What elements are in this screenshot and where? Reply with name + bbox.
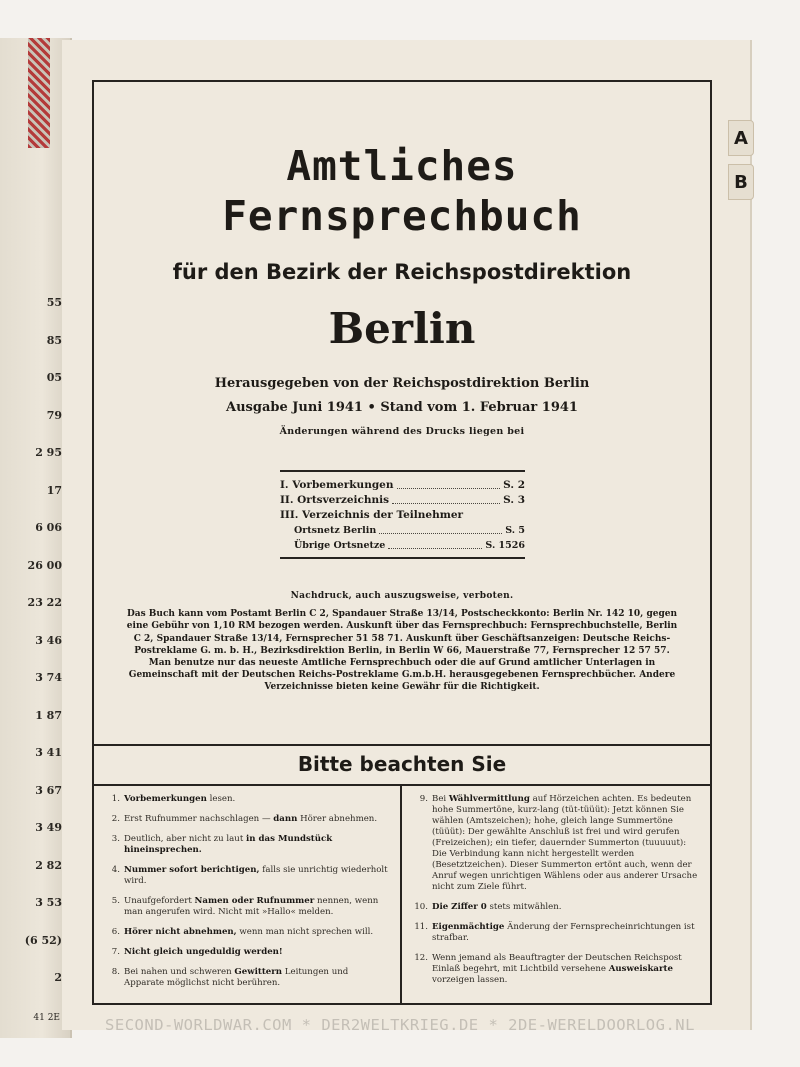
- title-line-1: Amtliches: [286, 142, 518, 190]
- left-page-number: 23 22: [27, 596, 62, 609]
- left-page-number: 2 95: [35, 446, 62, 459]
- left-page-number: 3 74: [35, 671, 62, 684]
- notice-item-number: 8.: [111, 967, 120, 977]
- city-title: Berlin: [328, 304, 476, 353]
- notice-item-emphasis: Nicht gleich ungeduldig werden!: [124, 947, 283, 957]
- toc-entry: [280, 493, 525, 508]
- notice-item-emphasis: Vorbemerkungen: [124, 794, 207, 804]
- notice-item-number: 6.: [111, 927, 120, 937]
- notice-item-number: 9.: [419, 794, 428, 804]
- left-page-number: 05: [46, 371, 62, 384]
- notice-item-pre: Deutlich, aber nicht zu laut: [124, 834, 247, 844]
- notice-item-number: 5.: [111, 896, 120, 906]
- notice-item-number: 7.: [111, 947, 120, 957]
- section-divider: [94, 744, 710, 746]
- subtitle: für den Bezirk der Reichspostdirektion: [172, 260, 632, 284]
- notice-item-emphasis: Namen oder Rufnummer: [194, 896, 315, 906]
- notice-item-text: [124, 814, 377, 825]
- notice-item: [104, 947, 390, 958]
- notice-item-number: 10.: [414, 902, 428, 912]
- notice-item-pre: Bei: [432, 794, 449, 804]
- left-page-number: 85: [46, 333, 62, 347]
- notice-item-rest: Leitungen und Apparate möglichst nicht berühren.: [124, 967, 349, 988]
- notice-item: [104, 834, 390, 856]
- notice-item-emphasis: Die Ziffer 0: [432, 902, 487, 912]
- notice-item-number: 3.: [111, 834, 120, 844]
- toc-label: Übrige Ortsnetze: [294, 540, 386, 551]
- title-line-2: Fernsprechbuch: [222, 192, 582, 240]
- toc-page: S. 3: [503, 494, 525, 506]
- notice-item-text: [432, 922, 700, 944]
- notice-item: [104, 865, 390, 887]
- notice-item: [412, 953, 700, 986]
- notice-item-emphasis: in das Mundstück hineinsprechen.: [124, 834, 333, 855]
- legal-notice: [124, 590, 680, 694]
- index-tab-a[interactable]: A: [728, 120, 754, 156]
- left-page-number: 3 46: [35, 633, 62, 647]
- notice-item-pre: Wenn jemand als Beauftragter der Deutschen Reichspost Einlaß begehrt, mit Lichtbild versehene: [432, 953, 682, 974]
- toc-leader-dots: [466, 508, 522, 519]
- notice-item-number: 11.: [414, 922, 428, 932]
- notice-item: [412, 902, 700, 913]
- notice-item-emphasis: Gewittern: [234, 967, 283, 977]
- reprint-notice: Nachdruck, auch auszugsweise, verboten.: [290, 591, 514, 601]
- title-section: [94, 82, 710, 742]
- left-page-number: 3 53: [35, 896, 62, 909]
- notice-item-rest: falls sie unrichtig wiederholt wird.: [124, 865, 388, 886]
- notice-item-emphasis: Eigenmächtige: [432, 922, 505, 932]
- notice-item-pre: Unaufgefordert: [124, 896, 195, 906]
- left-page-number: (6 52): [24, 933, 62, 947]
- left-page-number: 3 67: [35, 783, 62, 797]
- notice-item-emphasis: Wählvermittlung: [448, 794, 530, 804]
- notice-item-emphasis: Ausweiskarte: [608, 964, 673, 974]
- notice-item-text: [124, 967, 390, 989]
- notice-item-text: [124, 947, 283, 958]
- notice-item-text: [124, 896, 390, 918]
- notice-title: Bitte beachten Sie: [297, 752, 507, 776]
- notice-item: [104, 896, 390, 918]
- notice-item-text: [124, 794, 235, 805]
- notice-item: [104, 967, 390, 989]
- notice-box: [94, 784, 710, 1003]
- notice-item: [412, 922, 700, 944]
- left-page-number: 3 49: [35, 821, 62, 834]
- index-tabs: [728, 120, 754, 208]
- toc-entry: [280, 478, 525, 493]
- toc-leader-dots: [392, 493, 500, 504]
- left-page-number: 2: [54, 971, 62, 984]
- toc-leader-dots: [397, 478, 501, 489]
- left-page-number: 26 00: [27, 558, 62, 572]
- toc-label: Ortsnetz Berlin: [294, 525, 377, 536]
- toc-page: S. 2: [503, 479, 525, 491]
- notice-item-text: [432, 794, 700, 893]
- notice-item-emphasis: Nummer sofort berichtigen,: [124, 865, 260, 875]
- notice-column-left: [94, 786, 402, 1003]
- notice-item-text: [432, 902, 562, 913]
- left-page-number: 55: [46, 296, 62, 309]
- notice-item: [412, 794, 700, 893]
- toc-leader-dots: [388, 538, 482, 549]
- notice-item-rest: lesen.: [206, 794, 236, 804]
- notice-item-number: 2.: [111, 814, 120, 824]
- notice-item-text: [124, 865, 390, 887]
- toc-entry: [280, 508, 525, 523]
- notice-item-number: 1.: [111, 794, 120, 804]
- notice-item-pre: Bei nahen und schweren: [124, 967, 235, 977]
- left-page-number: 3 41: [35, 746, 62, 759]
- notice-item-text: [124, 834, 390, 856]
- toc-page: S. 1526: [485, 540, 525, 551]
- table-of-contents: [280, 470, 525, 559]
- toc-label: III. Verzeichnis der Teilnehmer: [280, 509, 464, 521]
- notice-item-pre: Erst Rufnummer nachschlagen —: [124, 814, 274, 824]
- notice-item-rest: Hörer abnehmen.: [297, 814, 378, 824]
- notice-item-number: 4.: [111, 865, 120, 875]
- watermark: SECOND-WORLDWAR.COM * DER2WELTKRIEG.DE * 2DE-WERELDOORLOG.NL: [105, 1016, 695, 1034]
- left-page-number: 1 87: [35, 708, 62, 722]
- page-frame: [92, 80, 712, 1005]
- toc-label: II. Ortsverzeichnis: [280, 494, 390, 506]
- notice-item-rest: vorzeigen lassen.: [432, 975, 508, 985]
- left-page-number: 79: [46, 408, 62, 422]
- toc-entry: [280, 523, 525, 538]
- left-page-number: 17: [46, 483, 62, 497]
- notice-item: [104, 927, 390, 938]
- notice-item-rest: stets mitwählen.: [486, 902, 562, 912]
- toc-page: S. 5: [505, 525, 525, 536]
- notice-item-text: [124, 927, 373, 938]
- spine-binding: [28, 38, 50, 148]
- disclaimer: Man benutze nur das neueste Amtliche Fernsprechbuch oder die auf Grund amtlicher Unterlagen in Gemeinschaft mit der Deutschen Reichs-Postreklame G.m.b.H. herausgegebenen Fernsprechbücher. Andere Verzeichnisse bieten keine Gewähr für die Richtigkeit.: [128, 658, 676, 693]
- ordering-info: Das Buch kann vom Postamt Berlin C 2, Spandauer Straße 13/14, Postscheckkonto: Berlin Nr. 142 10, gegen eine Gebühr von 1,10 RM bezogen werden. Auskunft über das Fernsprechbuch: Fernsprechbuchstelle, Berlin C 2, Spandauer Straße 13/14, Fernsprecher 51 58 71. Auskunft über Geschäftsanzeigen: Deutsche Reichs-Postreklame G. m. b. H., Bezirksdirektion Berlin, in Berlin W 66, Mauerstraße 77, Fernsprecher 12 57 57.: [126, 609, 678, 656]
- notice-item-emphasis: Hörer nicht abnehmen,: [124, 927, 237, 937]
- notice-item-text: [432, 953, 700, 986]
- left-page-number: 6 06: [35, 521, 62, 534]
- index-tab-b[interactable]: B: [728, 164, 754, 200]
- publisher-line: Herausgegeben von der Reichspostdirektion Berlin: [214, 376, 590, 391]
- toc-label: I. Vorbemerkungen: [280, 479, 394, 491]
- notice-item-rest: wenn man nicht sprechen will.: [236, 927, 374, 937]
- left-page-number: 2 82: [35, 858, 62, 872]
- toc-leader-dots: [379, 523, 502, 534]
- edition-line: Ausgabe Juni 1941 • Stand vom 1. Februar 1941: [226, 400, 578, 415]
- left-page-footer: 41 2E: [33, 1013, 60, 1023]
- left-page-numbers: [0, 298, 62, 1011]
- toc-entry: [280, 538, 525, 553]
- changes-note: Änderungen während des Drucks liegen bei: [279, 426, 525, 437]
- notice-item: [104, 814, 390, 825]
- notice-item: [104, 794, 390, 805]
- notice-item-rest: Änderung der Fernsprecheinrichtungen ist strafbar.: [432, 922, 695, 943]
- notice-column-right: [402, 786, 710, 1003]
- notice-item-number: 12.: [414, 953, 428, 963]
- notice-item-emphasis: dann: [273, 814, 298, 824]
- notice-item-rest: auf Hörzeichen achten. Es bedeuten hohe Summertöne, kurz-lang (tüt-tüüüt): Jetzt können Sie wählen (Amtszeichen); hohe, gleich lange Summertöne (tüüüt): Der gewählte Anschluß ist frei und wird gerufen (Freizeichen); ein tiefer, dauernder Summerton (tuuuuut): Die Verbindung kann nicht hergestellt werden (Besetztzeichen). Dieser Summerton ertönt auch, wenn der Anruf wegen unrichtigen Wählens oder aus anderer Ursache nicht zum Ziele führt.: [432, 794, 698, 892]
- notice-item-rest: nennen, wenn man angerufen wird. Nicht mit »Hallo« melden.: [124, 896, 379, 917]
